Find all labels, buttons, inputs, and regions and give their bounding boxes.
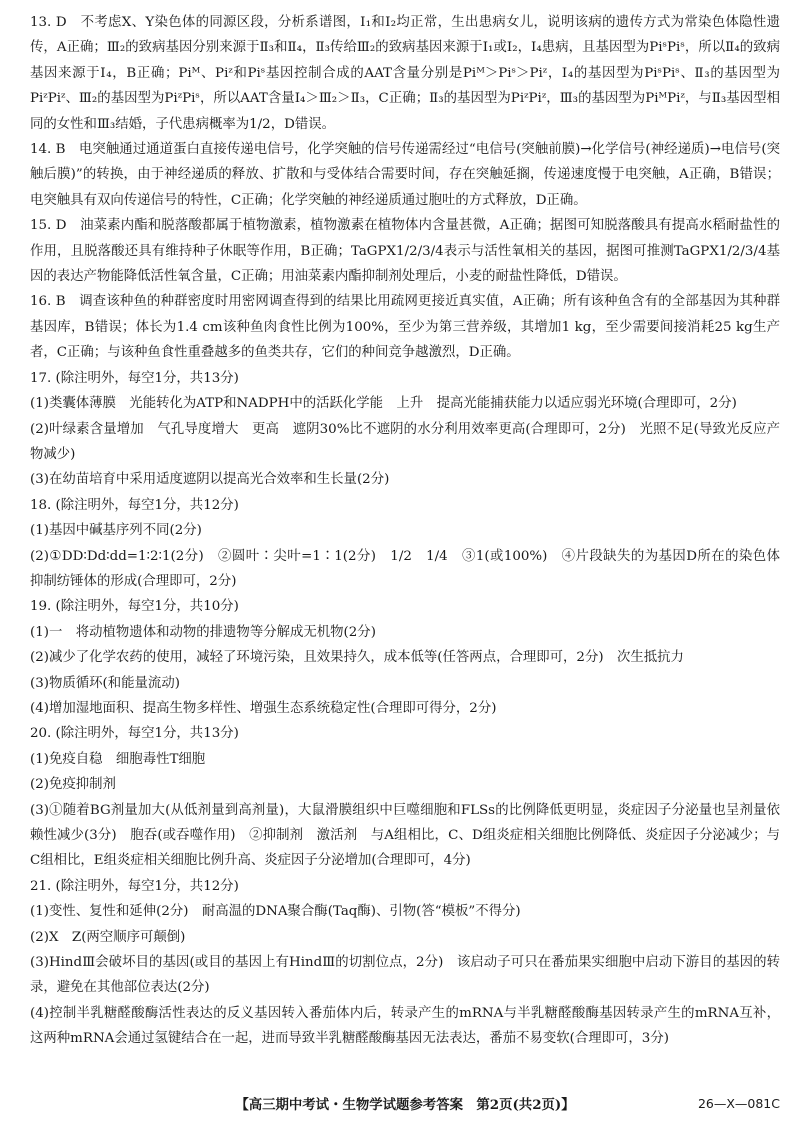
footer-title: 【高三期中考试・生物学试题参考答案 第2页(共2页)】: [235, 1096, 575, 1113]
answer-20-part-1: (1)免疫自稳 细胞毒性T细胞: [30, 751, 206, 767]
answer-18-part-2: (2)①DD∶Dd∶dd=1∶2∶1(2分) ②圆叶∶尖叶=1∶1(2分) 1/2 1/4 ③1(或100%) ④片段缺失的为基因D所在的染色体 抑制纺锤体的形成(合理即可，2分): [30, 548, 794, 589]
answer-21-head: 21. (除注明外，每空1分，共12分): [30, 878, 239, 894]
answer-21-part-3: (3)HindⅢ会破坏目的基因(或目的基因上有HindⅢ的切割位点，2分) 该启动子可只在番茄果实细胞中启动下游目的基因的转录，避免在其他部位表达(2分): [30, 955, 780, 996]
answer-19-part-4: (4)增加湿地面积、提高生物多样性、增强生态系统稳定性(合理即可得分，2分): [30, 700, 497, 716]
answer-21-part-1: (1)变性、复性和延伸(2分) 耐高温的DNA聚合酶(Taq酶)、引物(答“模板”不得分): [30, 904, 521, 920]
answer-18-part-1: (1)基因中碱基序列不同(2分): [30, 523, 202, 539]
answer-18-head: 18. (除注明外，每空1分，共12分): [30, 497, 239, 513]
page-footer: [30, 1090, 780, 1116]
answer-21-part-2: (2)X Z(两空顺序可颠倒): [30, 929, 186, 945]
footer-code: 26—X—081C: [697, 1095, 780, 1111]
answer-19-head: 19. (除注明外，每空1分，共10分): [30, 599, 239, 615]
answer-17-part-1: (1)类囊体薄膜 光能转化为ATP和NADPH中的活跃化学能 上升 提高光能捕获能力以适应弱光环境(合理即可，2分): [30, 396, 737, 412]
answer-17-head: 17. (除注明外，每空1分，共13分): [30, 370, 239, 386]
answer-20-part-2: (2)免疫抑制剂: [30, 777, 116, 793]
answer-14: 14. B 电突触通过通道蛋白直接传递电信号，化学突触的信号传递需经过“电信号(突触前膜)→化学信号(神经递质)→电信号(突触后膜)”的转换，由于神经递质的释放、扩散和与受体结合需要时间，存在突触延搁，传递速度慢于电突触，A正确，B错误；电突触具有双向传递信号的特性，C正确；化学突触的神经递质通过胞吐的方式释放，D正确。: [30, 142, 780, 208]
answer-19-part-3: (3)物质循环(和能量流动): [30, 675, 180, 691]
answer-page: [30, 10, 794, 1052]
answer-17-part-3: (3)在幼苗培育中采用适度遮阴以提高光合效率和生长量(2分): [30, 472, 390, 488]
answer-21-part-4: (4)控制半乳糖醛酸酶活性表达的反义基因转入番茄体内后，转录产生的mRNA与半乳糖醛酸酶基因转录产生的mRNA互补，这两种mRNA会通过氢键结合在一起，进而导致半乳糖醛酸酶基因无法表达，番茄不易变软(合理即可，3分): [30, 1005, 780, 1047]
answer-15: 15. D 油菜素内酯和脱落酸都属于植物激素，植物激素在植物体内含量甚微，A正确；据图可知脱落酸具有提高水稻耐盐性的作用，且脱落酸还具有维持种子休眠等作用，B正确；TaGPX1/2/3/4表示与活性氧相关的基因，据图可推测TaGPX1/2/3/4基因的表达产物能降低活性氧含量，C正确；用油菜素内酯抑制剂处理后，小麦的耐盐性降低，D错误。: [30, 218, 780, 285]
answer-20-head: 20. (除注明外，每空1分，共13分): [30, 726, 239, 742]
answer-19-part-2: (2)减少了化学农药的使用，减轻了环境污染，且效果持久，成本低等(任答两点，合理即可，2分) 次生抵抗力: [30, 650, 684, 666]
answer-13: 13. D 不考虑X、Y染色体的同源区段，分析系谱图，Ⅰ₁和Ⅰ₂均正常，生出患病女儿，说明该病的遗传方式为常染色体隐性遗传，A正确；Ⅲ₂的致病基因分别来源于Ⅱ₃和Ⅱ₄，Ⅱ₃传给Ⅲ₂的致病基因来源于Ⅰ₁或Ⅰ₂，Ⅰ₄患病，且基因型为PiˢPiˢ，所以Ⅱ₄的致病基因来源于Ⅰ₄，B正确；Piᴹ、Piᶻ和Piˢ基因控制合成的AAT含量分别是Piᴹ＞Piˢ＞Piᶻ，Ⅰ₄的基因型为PiˢPiˢ、Ⅱ₃的基因型为PiᶻPiᶻ、Ⅲ₂的基因型为PiᶻPiˢ，所以AAT含量Ⅰ₄＞Ⅲ₂＞Ⅱ₃，C正确；Ⅱ₃的基因型为PiᶻPiᶻ，Ⅲ₃的基因型为PiᴹPiᶻ，与Ⅱ₃基因型相同的女性和Ⅲ₃结婚，子代患病概率为1/2，D错误。: [30, 15, 780, 132]
answer-20-part-3: (3)①随着BG剂量加大(从低剂量到高剂量)，大鼠滑膜组织中巨噬细胞和FLSs的比例降低更明显，炎症因子分泌量也呈剂量依赖性减少(3分) 胞吞(或吞噬作用) ②抑制剂 激活剂 与A组相比，C、D组炎症相关细胞比例降低、炎症因子分泌减少；与C组相比，E组炎症相关细胞比例升高、炎症因子分泌增加(合理即可，4分): [30, 802, 780, 869]
answer-17-part-2: (2)叶绿素含量增加 气孔导度增大 更高 遮阴30%比不遮阴的水分利用效率更高(合理即可，2分) 光照不足(导致光反应产物减少): [30, 421, 780, 462]
answer-19-part-1: (1)一 将动植物遗体和动物的排遗物等分解成无机物(2分): [30, 624, 376, 640]
answer-16: 16. B 调查该种鱼的种群密度时用密网调查得到的结果比用疏网更接近真实值，A正确；所有该种鱼含有的全部基因为其种群基因库，B错误；体长为1.4 cm该种鱼肉食性比例为100%，至少为第三营养级，其增加1 kg，至少需要间接消耗25 kg生产者，C正确；与该种鱼食性重叠越多的鱼类共存，它们的种间竞争越激烈，D正确。: [30, 294, 780, 361]
